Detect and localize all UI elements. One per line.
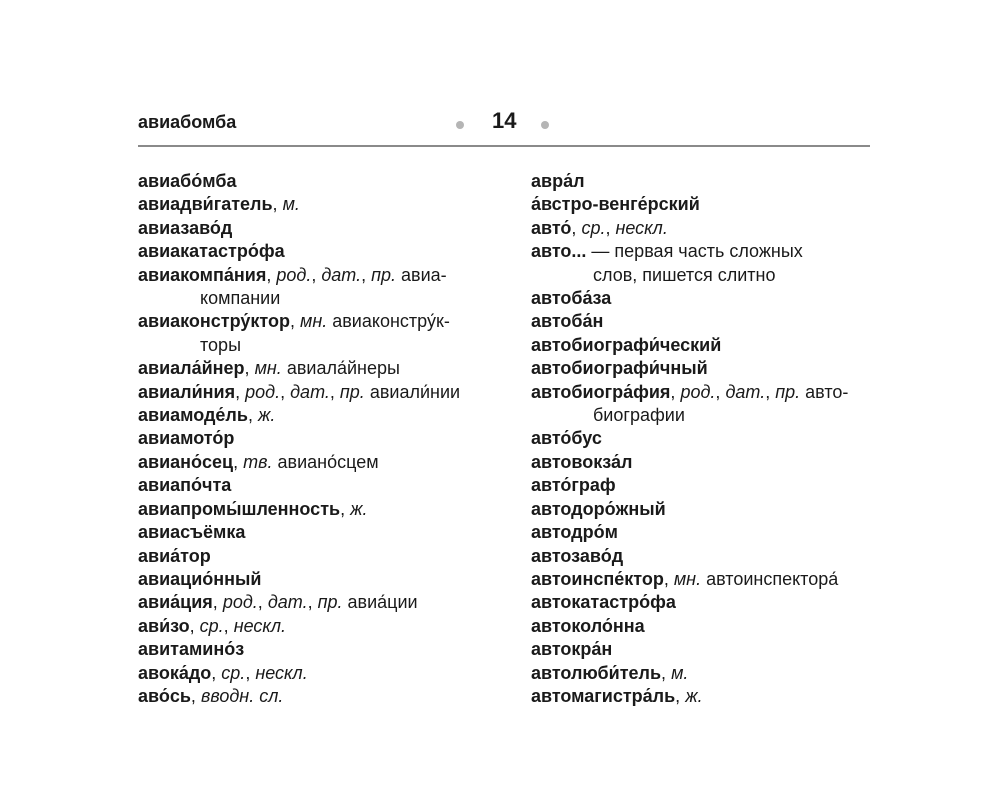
- dictionary-entry: [531, 240, 871, 263]
- page-number: 14: [492, 108, 517, 133]
- entry-annotation: , ж.: [675, 685, 703, 706]
- entry-headword: авиазаво́д: [138, 217, 233, 238]
- dictionary-entry: [531, 474, 871, 497]
- entry-annotation: , м.: [272, 194, 300, 215]
- dictionary-entry: [531, 615, 871, 638]
- entry-continuation: биографии: [593, 405, 685, 426]
- dictionary-entry: [531, 591, 871, 614]
- entry-headword: авра́л: [531, 171, 585, 191]
- dictionary-entry: [531, 193, 871, 216]
- dictionary-entry: [531, 685, 871, 708]
- entry-headword: авиаконстру́ктор: [138, 311, 290, 332]
- entry-continuation: торы: [200, 334, 242, 355]
- dictionary-entry: [138, 498, 483, 521]
- entry-headword: авиакатастро́фа: [138, 241, 285, 262]
- entry-headword: автокатастро́фа: [531, 592, 676, 613]
- dictionary-entry: [531, 568, 871, 591]
- dictionary-entry: [531, 521, 871, 544]
- entry-headword: автомагистра́ль: [531, 685, 676, 706]
- entry-headword: а́встро-венге́рский: [531, 194, 700, 215]
- entry-headword: автоколо́нна: [531, 615, 645, 636]
- dictionary-entry: [531, 287, 871, 310]
- entry-headword: автолюби́тель: [531, 662, 662, 683]
- dictionary-entry: [531, 310, 871, 333]
- entry-headword: автодоро́жный: [531, 498, 666, 519]
- entry-headword: автобиогра́фия: [531, 381, 671, 402]
- dictionary-entry: [138, 240, 483, 263]
- entry-headword: авиа́ция: [138, 592, 213, 613]
- entry-annotation: , ж.: [247, 405, 276, 426]
- entry-headword: автодро́м: [531, 522, 618, 543]
- dictionary-entry: [138, 381, 483, 404]
- entry-headword: авто́граф: [531, 475, 616, 496]
- dictionary-entry: [138, 170, 483, 193]
- dictionary-entry: [531, 662, 871, 685]
- entry-headword: автобиографи́чный: [531, 358, 708, 379]
- entry-headword: авиано́сец: [138, 451, 234, 472]
- left-column: [138, 170, 483, 708]
- dictionary-entry: [138, 310, 483, 333]
- dictionary-entry: [138, 264, 483, 287]
- entry-annotation: , род., дат., пр. авиа́ции: [212, 592, 418, 613]
- entry-annotation: , мн. авиала́йнеры: [244, 358, 400, 379]
- decorative-dot-right: [541, 121, 549, 129]
- entry-headword: авиа́тор: [138, 545, 211, 566]
- entry-headword: авиацио́нный: [138, 568, 262, 589]
- running-head: авиабомба: [138, 112, 237, 132]
- entry-annotation: , м.: [661, 662, 689, 683]
- entry-headword: авиамоде́ль: [138, 405, 248, 426]
- dictionary-entry: [138, 545, 483, 568]
- entry-headword: авиали́ния: [138, 381, 236, 402]
- right-column: [531, 170, 871, 708]
- entry-annotation: , ср., нескл.: [189, 615, 287, 636]
- entry-annotation: , вводн. сл.: [190, 685, 284, 706]
- entry-annotation: , род., дат., пр. авиа-: [266, 264, 447, 285]
- decorative-dot-left: [456, 121, 464, 129]
- dictionary-entry: [531, 638, 871, 661]
- entry-headword: авока́до: [138, 662, 212, 683]
- dictionary-entry: [138, 638, 483, 661]
- dictionary-entry: [138, 217, 483, 240]
- entry-headword: авиапо́чта: [138, 475, 232, 496]
- dictionary-entry: [531, 170, 871, 193]
- dictionary-entry: [138, 357, 483, 380]
- entry-headword: автовокза́л: [531, 451, 633, 472]
- dictionary-entry: [531, 451, 871, 474]
- entry-headword: авиапромы́шленность: [138, 498, 341, 519]
- dictionary-entry: [138, 451, 483, 474]
- dictionary-entry: [138, 521, 483, 544]
- dictionary-entry: [531, 427, 871, 450]
- entry-headword: авиамото́р: [138, 428, 235, 449]
- entry-annotation: , ср., нескл.: [571, 217, 668, 238]
- entry-annotation: , мн. автоинспектора́: [663, 568, 839, 589]
- entry-headword: авто...: [531, 241, 587, 262]
- dictionary-entry: [138, 404, 483, 427]
- dictionary-entry: [138, 615, 483, 638]
- entry-annotation: , ср., нескл.: [211, 662, 308, 683]
- entry-headword: аво́сь: [138, 685, 191, 706]
- header-rule: [138, 145, 870, 147]
- dictionary-entry: [138, 591, 483, 614]
- entry-headword: авиасъёмка: [138, 522, 246, 543]
- dictionary-entry: [531, 498, 871, 521]
- entry-annotation: , род., дат., пр. авиали́нии: [235, 381, 461, 402]
- dictionary-entry: [138, 685, 483, 708]
- entry-annotation: — первая часть сложных: [586, 241, 803, 262]
- entry-headword: ави́зо: [138, 615, 190, 636]
- entry-headword: автоинспе́ктор: [531, 568, 664, 589]
- page-header: [138, 108, 870, 140]
- dictionary-entry: [138, 193, 483, 216]
- entry-headword: авто́бус: [531, 428, 602, 449]
- entry-annotation: , тв. авиано́сцем: [233, 451, 379, 472]
- entry-headword: автокра́н: [531, 639, 613, 660]
- dictionary-entry: [138, 662, 483, 685]
- dictionary-entry: [531, 357, 871, 380]
- entry-headword: авто́: [531, 217, 572, 238]
- entry-headword: авиакомпа́ния: [138, 264, 267, 285]
- entry-headword: авиабо́мба: [138, 171, 237, 191]
- entry-headword: автобиографи́ческий: [531, 334, 722, 355]
- entry-headword: автоба́н: [531, 311, 604, 332]
- dictionary-entry: [531, 545, 871, 568]
- dictionary-entry: [138, 474, 483, 497]
- entry-continuation: слов, пишется слитно: [593, 264, 776, 285]
- dictionary-entry: [138, 427, 483, 450]
- dictionary-entry: [138, 568, 483, 591]
- dictionary-entry: [531, 334, 871, 357]
- entry-headword: авиадви́гатель: [138, 194, 273, 215]
- entry-headword: автоба́за: [531, 288, 612, 309]
- entry-headword: автозаво́д: [531, 545, 624, 566]
- entry-annotation: , мн. авиаконстру́к-: [289, 311, 450, 332]
- dictionary-entry: [531, 381, 871, 404]
- entry-annotation: , род., дат., пр. авто-: [670, 381, 849, 402]
- entry-headword: авитамино́з: [138, 639, 245, 660]
- entry-annotation: , ж.: [340, 498, 368, 519]
- dictionary-entry: [531, 217, 871, 240]
- entry-headword: авиала́йнер: [138, 358, 245, 379]
- entry-continuation: компании: [200, 288, 281, 309]
